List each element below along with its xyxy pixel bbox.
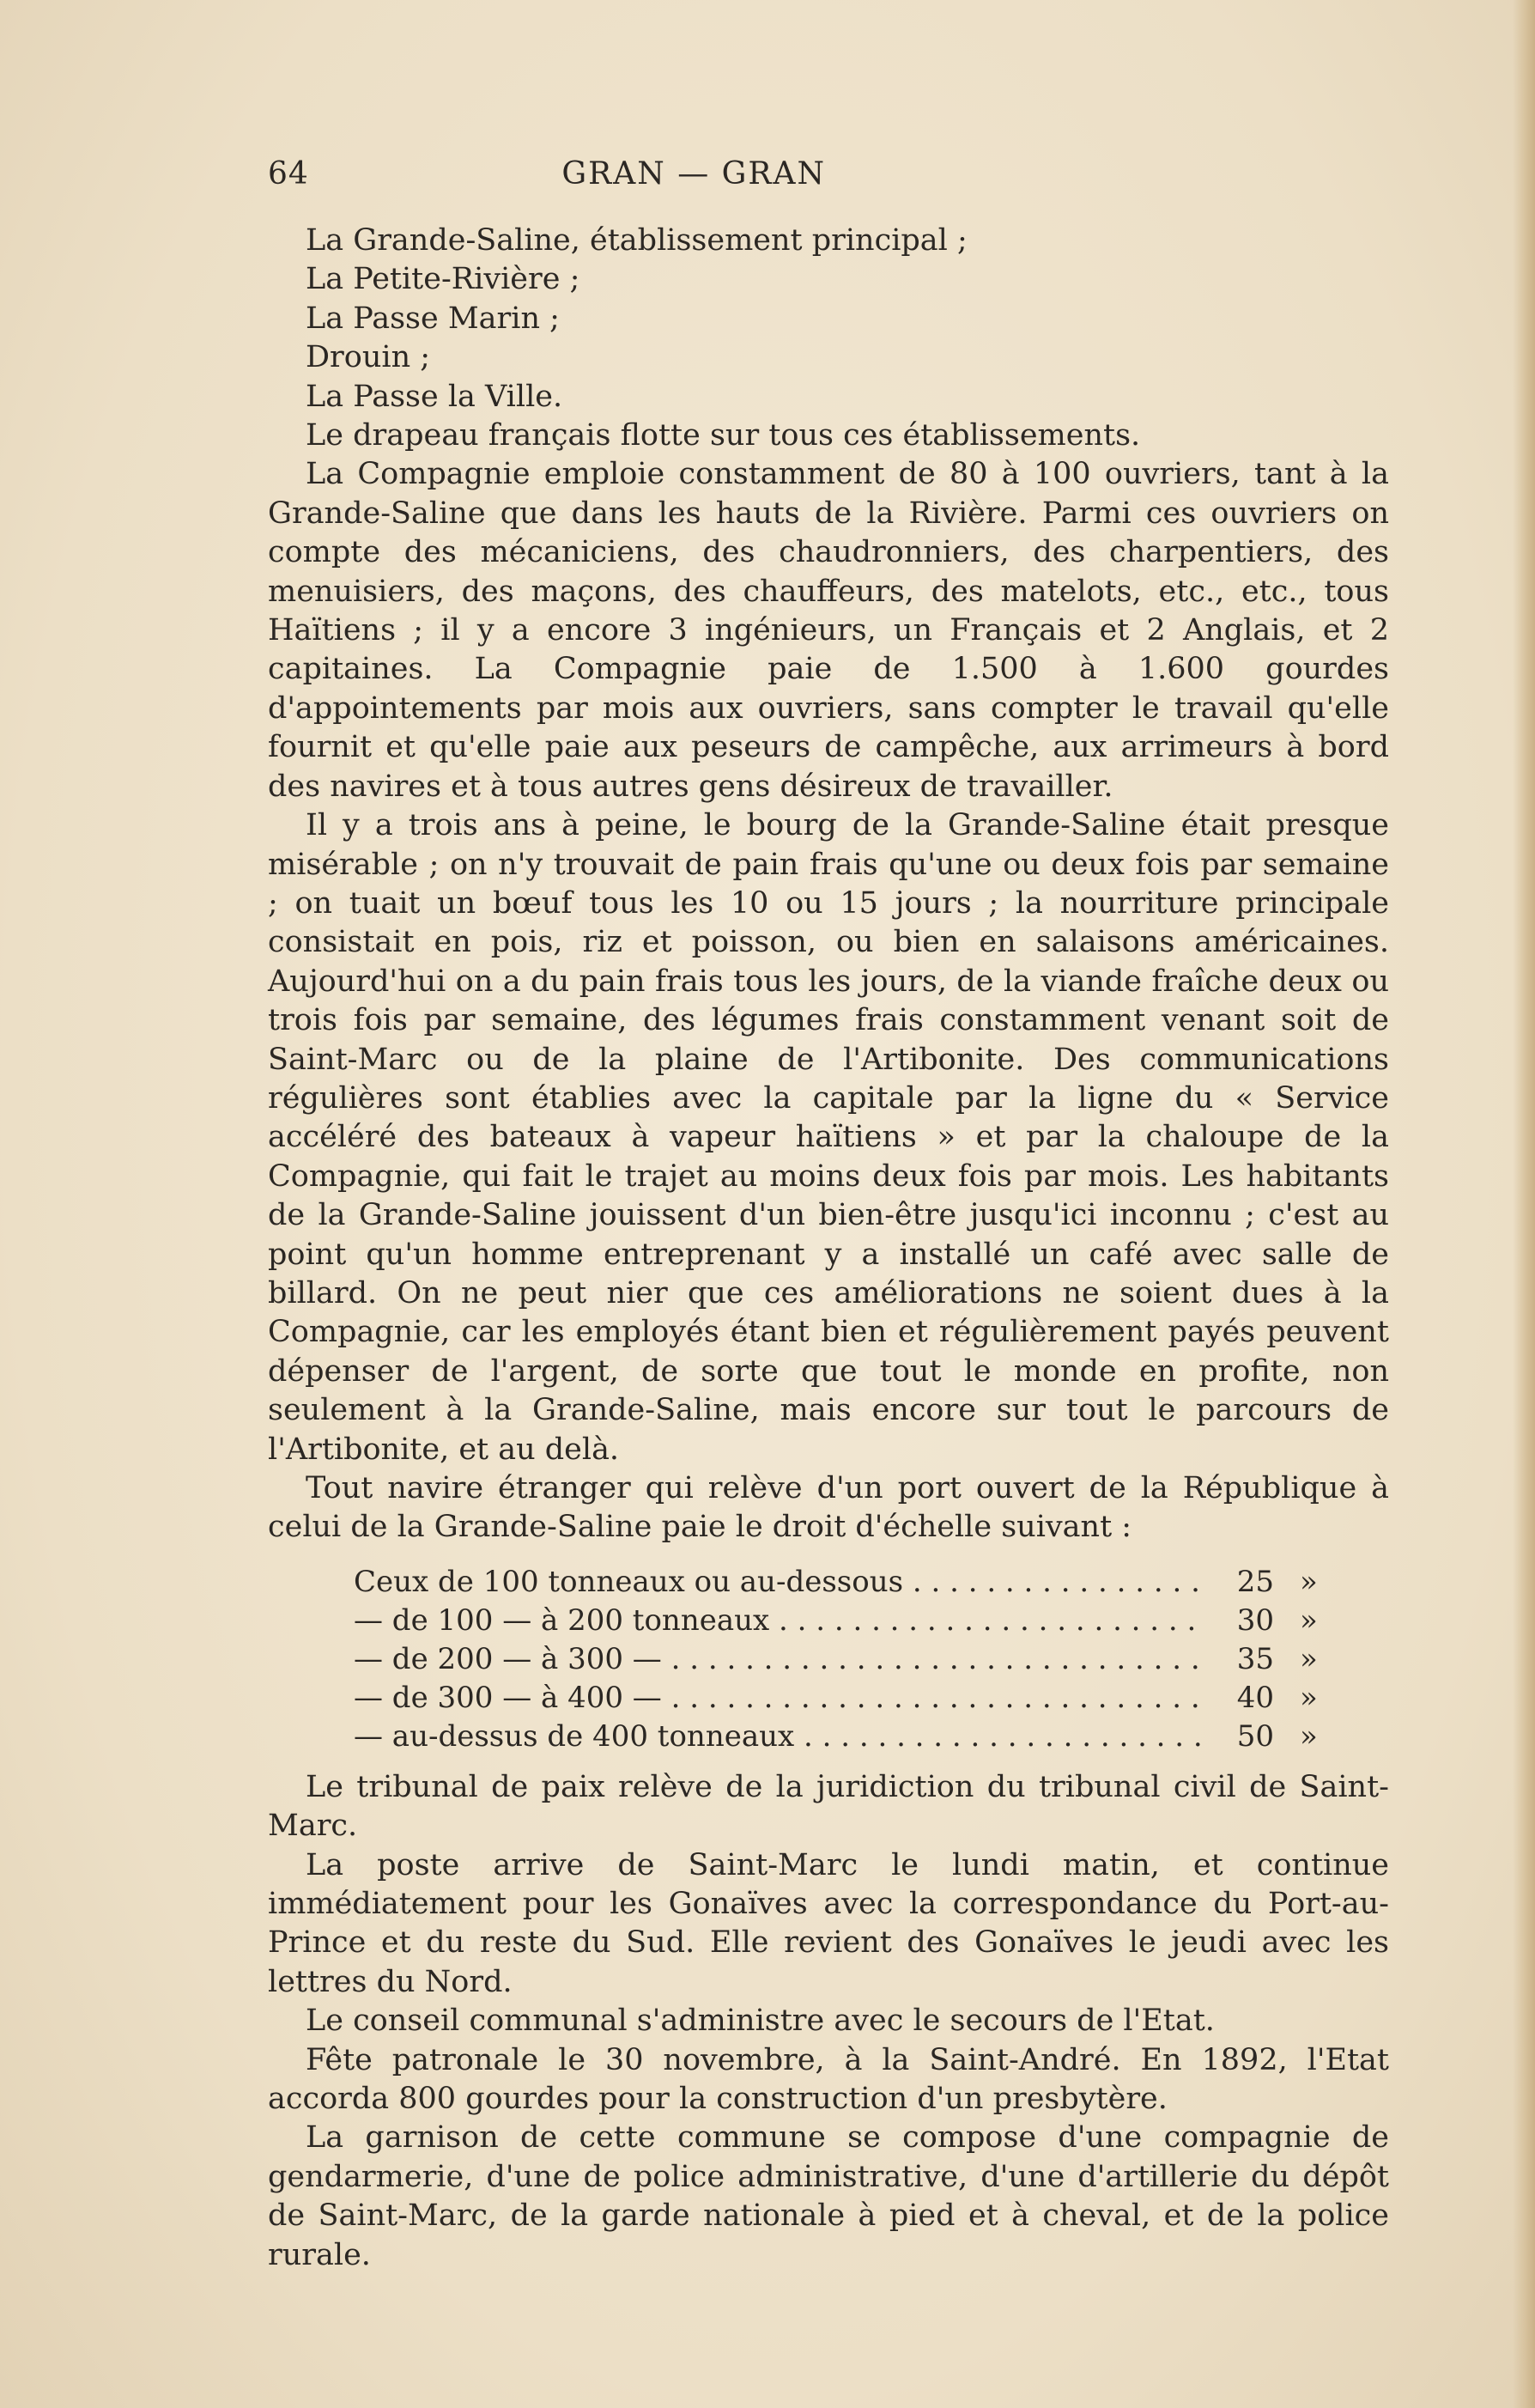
- tariff-unit: »: [1300, 1718, 1318, 1754]
- table-row: [268, 1640, 1389, 1679]
- tariff-value: 35: [1236, 1641, 1274, 1676]
- tariff-unit: »: [1300, 1641, 1318, 1676]
- list-item: Drouin ;: [306, 340, 431, 375]
- tariff-desc: Ceux de 100 tonneaux ou au-dessous . . .: [268, 1563, 1205, 1602]
- list-item: La Passe la Ville.: [306, 379, 563, 414]
- table-row: [268, 1679, 1389, 1718]
- body-text: [268, 222, 1389, 2275]
- paragraph: Le conseil communal s'administre avec le secours de l'Etat.: [306, 2004, 1215, 2039]
- running-title: GRAN — GRAN: [561, 156, 826, 192]
- tariff-value: 40: [1236, 1680, 1274, 1715]
- tariff-value: 50: [1236, 1718, 1274, 1754]
- paragraph: La Compagnie emploie constamment de 80 à 100 ouvriers, tant à la Grande-Saline que dans les hauts de la Rivière. Parmi ces ouvriers on compte des mécaniciens, des chaudronniers, des charpentiers, des menuisiers, des maçons, des chauffeurs, des matelots, etc., etc., tous Haïtiens ; il y a encore 3 ingénieurs, un Français et 2 Anglais, et 2 capitaines. La Compagnie paie de 1.500 à 1.600 gourdes d'appointements par mois aux ouvriers, sans compter le travail qu'elle fournit et qu'elle paie aux peseurs de campêche, aux arrimeurs à bord des navires et à tous autres gens désireux de travailler.: [268, 457, 1389, 804]
- tariff-desc: — de 200 — à 300 — . . .: [268, 1640, 1205, 1679]
- tariff-desc: — au-dessus de 400 tonneaux . . .: [268, 1718, 1205, 1756]
- tariff-unit: »: [1300, 1602, 1318, 1638]
- table-row: [268, 1563, 1389, 1602]
- paragraph: Fête patronale le 30 novembre, à la Saint-André. En 1892, l'Etat accorda 800 gourdes pour la construction d'un presbytère.: [268, 2042, 1389, 2117]
- list-item: La Petite-Rivière ;: [306, 262, 580, 297]
- paragraph: La garnison de cette commune se compose d'une compagnie de gendarmerie, d'une de police administrative, d'une d'artillerie du dépôt de Saint-Marc, de la garde nationale à pied et à cheval, et de la police rurale.: [268, 2120, 1389, 2272]
- page-header: [268, 156, 980, 208]
- paragraph: Le tribunal de paix relève de la juridiction du tribunal civil de Saint-Marc.: [268, 1769, 1389, 1844]
- paragraph: Tout navire étranger qui relève d'un port ouvert de la République à celui de la Grande-Saline paie le droit d'échelle suivant :: [268, 1471, 1389, 1545]
- page-number: 64: [268, 156, 309, 192]
- tariff-value: 30: [1236, 1602, 1274, 1638]
- tariff-desc: — de 100 — à 200 tonneaux . . .: [268, 1602, 1205, 1640]
- table-row: [268, 1602, 1389, 1640]
- paragraph: Le drapeau français flotte sur tous ces établissements.: [306, 418, 1141, 453]
- list-item: La Passe Marin ;: [306, 301, 560, 336]
- tariff-value: 25: [1236, 1564, 1274, 1599]
- paragraph: La poste arrive de Saint-Marc le lundi matin, et continue immédiatement pour les Gonaïves avec la correspondance du Port-au-Prince et du reste du Sud. Elle revient des Gonaïves le jeudi avec les lettres du Nord.: [268, 1847, 1389, 1999]
- tariff-unit: »: [1300, 1680, 1318, 1715]
- table-row: [268, 1718, 1389, 1756]
- tariff-unit: »: [1300, 1564, 1318, 1599]
- paragraph: Il y a trois ans à peine, le bourg de la Grande-Saline était presque misérable ; on n'y trouvait de pain frais qu'une ou deux fois par semaine ; on tuait un bœuf tous les 10 ou 15 jours ; la nourriture principale consistait en pois, riz et poisson, ou bien en salaisons américaines. Aujourd'hui on a du pain frais tous les jours, de la viande fraîche deux ou trois fois par semaine, des légumes frais constamment venant soit de Saint-Marc ou de la plaine de l'Artibonite. Des communications régulières sont établies avec la capitale par la ligne du « Service accéléré des bateaux à vapeur haïtiens » et par la chaloupe de la Compagnie, qui fait le trajet au moins deux fois par mois. Les habitants de la Grande-Saline jouissent d'un bien-être jusqu'ici inconnu ; c'est au point qu'un homme entreprenant y a installé un café avec salle de billard. On ne peut nier que ces améliorations ne soient dues à la Compagnie, car les employés étant bien et régulièrement payés peuvent dépenser de l'argent, de sorte que tout le monde en profite, non seulement à la Grande-Saline, mais encore sur tout le parcours de l'Artibonite, et au delà.: [268, 808, 1389, 1467]
- page-edge-shadow: [1513, 0, 1535, 2408]
- tariff-desc: — de 300 — à 400 — . . .: [268, 1679, 1205, 1718]
- tariff-table: [268, 1563, 1389, 1756]
- list-item: La Grande-Saline, établissement principal ;: [306, 223, 968, 258]
